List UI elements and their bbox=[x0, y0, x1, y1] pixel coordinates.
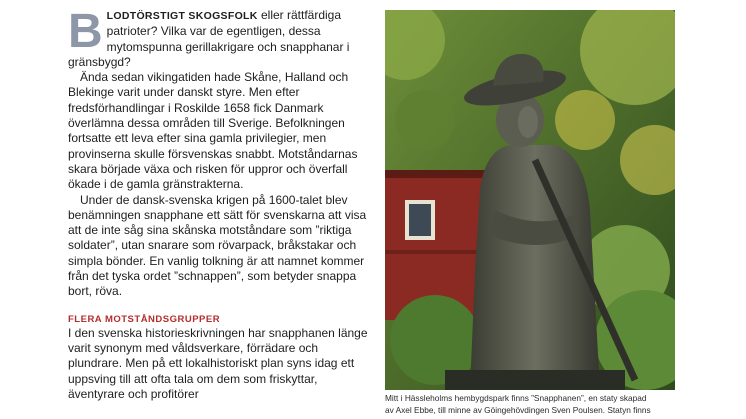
lead-caps: LODTÖRSTIGT SKOGSFOLK bbox=[106, 10, 258, 22]
statue-photo bbox=[385, 10, 675, 390]
lead-paragraph bbox=[68, 5, 368, 70]
body-paragraph: Under de dansk-svenska krigen på 1600-talet blev benämningen snapphane ett sätt för svenskarna att visa att de inte såg sina skånska motståndare som ”riktiga soldater”, utan snarare som rövarpack, bråkstakar och simpla bönder. En vanlig tolkning är att namnet kommer från det tyska ordet ”schnappen”, som betyder snappa bort, röva. bbox=[68, 192, 367, 299]
section-subheading: FLERA MOTSTÅNDSGRUPPER bbox=[68, 313, 221, 325]
article-column bbox=[68, 5, 368, 402]
caption-line: Mitt i Hässleholms hembygdspark finns ”Snapphanen”, en staty skapad bbox=[385, 393, 647, 403]
caption-line: av Axel Ebbe, till minne av Göingehövdingen Sven Poulsen. Statyn finns bbox=[385, 404, 651, 415]
drop-cap: B bbox=[68, 5, 103, 58]
lead-rest: eller rättfärdiga patrioter? Vilka var de egentligen, dessa mytomspunna gerillakrigare och snapphanar i gränsbygd? bbox=[68, 8, 350, 69]
photo-caption bbox=[385, 393, 681, 416]
body-paragraph: I den svenska historieskrivningen har snapphanen länge varit synonym med våldsverkare, förrädare och plundrare. Men på ett lokalhistoriskt plan syns idag ett uppsving till att ofta tala om dem som friskyttar, äventyrare och profitörer bbox=[68, 325, 368, 401]
statue-illustration bbox=[385, 10, 675, 390]
body-paragraph: Ända sedan vikingatiden hade Skåne, Halland och Blekinge varit under danskt styre. Men efter fredsförhandlingar i Roskilde 1658 fick Danmark överlämna dessa områden till Sverige. Befolkningen fortsatte ett leva efter sina gamla privilegier, men provinserna skulle försvenskas snabbt. Motståndarnas skara började växa och risken för uppror och överfall ökade i de gamla gränstrakterna. bbox=[68, 70, 358, 192]
